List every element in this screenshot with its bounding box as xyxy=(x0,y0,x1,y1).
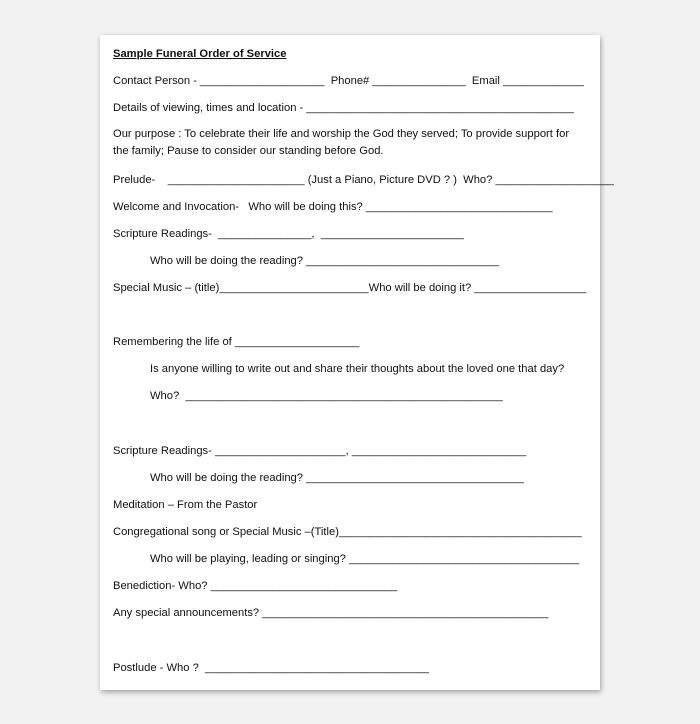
document-title: Sample Funeral Order of Service xyxy=(113,48,287,60)
benediction-line: Benediction- Who? ______________________________ xyxy=(113,580,398,592)
who-line: Who? ___________________________________________________ xyxy=(150,390,503,402)
willing-line: Is anyone willing to write out and share their thoughts about the loved one that day? xyxy=(150,363,565,375)
prelude-line: Prelude- ______________________ (Just a Piano, Picture DVD ? ) Who? ___________________ xyxy=(113,174,614,186)
welcome-line: Welcome and Invocation- Who will be doing this? ______________________________ xyxy=(113,201,553,213)
remembering-line: Remembering the life of ____________________ xyxy=(113,336,360,348)
special-music-line: Special Music – (title)________________________Who will be doing it? __________________ xyxy=(113,282,587,294)
playing-line: Who will be playing, leading or singing? _____________________________________ xyxy=(150,553,580,565)
announcements-line: Any special announcements? ______________________________________________ xyxy=(113,607,549,619)
document-page xyxy=(100,35,614,690)
scripture-readings-line-1: Scripture Readings- _______________, _______________________ xyxy=(113,228,464,240)
scripture-readings-line-2: Scripture Readings- _____________________, ____________________________ xyxy=(113,445,527,457)
congregational-line: Congregational song or Special Music –(Title)_______________________________________ xyxy=(113,526,582,538)
reader-line-2: Who will be doing the reading? ___________________________________ xyxy=(150,472,524,484)
meditation-line: Meditation – From the Pastor xyxy=(113,499,258,511)
postlude-line: Postlude - Who ? ____________________________________ xyxy=(113,662,430,674)
purpose-paragraph: Our purpose : To celebrate their life and worship the God they served; To provide support for the family; Pause to consider our standing before God. xyxy=(113,128,570,157)
reader-line-1: Who will be doing the reading? _______________________________ xyxy=(150,255,499,267)
contact-line: Contact Person - ____________________ Phone# _______________ Email _____________ xyxy=(113,75,584,87)
details-line: Details of viewing, times and location - ___________________________________________ xyxy=(113,102,574,114)
